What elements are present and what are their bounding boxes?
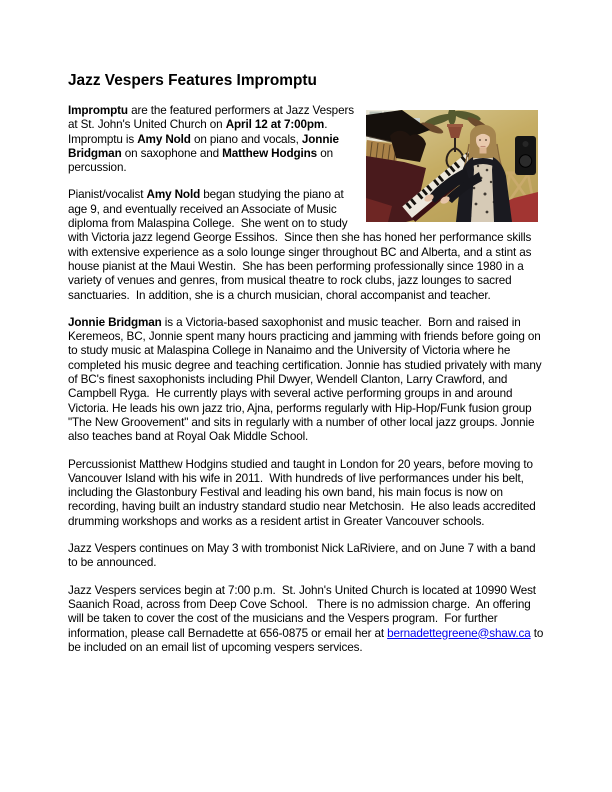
body-text: Jazz Vespers continues on May 3 with trombonist Nick LaRiviere, and on June 7 with a band to be announced. xyxy=(68,542,539,570)
paragraph xyxy=(68,584,545,655)
bold-text: Impromptu xyxy=(68,104,128,117)
performer-photo xyxy=(366,110,538,222)
bold-text: April 12 at 7:00pm xyxy=(225,118,325,132)
email-link[interactable]: bernadettegreene@shaw.ca xyxy=(387,626,531,640)
photo-illustration xyxy=(366,110,538,222)
body-text: began studying the piano at age 9, and eventually received an Associate of Music diploma from Malaspina College. She went on to study with Victoria jazz legend George Essihos. Since then she has honed her performance skills with extensive experience as a solo lounge singer throughout BC and Alberta, and a stint as house pianist at the Maui Westin. She has been performing professionally since 1980 in a variety of venues and genres, from musical theatre to rock clubs, jazz lounges to sacred sanctuaries. In addition, she is a church musician, choral accompanist and teacher. xyxy=(68,188,535,302)
bold-text: Amy Nold xyxy=(137,132,191,146)
bold-text: Amy Nold xyxy=(146,188,201,202)
paragraph xyxy=(68,542,545,571)
body-text: are the featured performers at Jazz Vespers at St. John's United Church on xyxy=(68,104,358,132)
paragraph xyxy=(68,316,545,445)
body-text: Jazz Vespers services begin at 7:00 p.m. St. John's United Church is located at 10990 West Saanich Road, across from Deep Cove School. There is no admission charge. An offering will be taken to cover the cost of the musicians and the Vespers program. For further information, please call Bernadette at 656-0875 or email her at xyxy=(68,583,540,640)
bold-text: Matthew Hodgins xyxy=(222,146,318,160)
body-text: is a Victoria-based saxophonist and music teacher. Born and raised in Keremeos, BC, Jonnie spent many hours practicing and jamming with friends before going on to study music at Malaspina College in Nanaimo and the University of Victoria where he completed his music degree and teaching certification. Jonnie has studied privately with many of BC's finest saxophonists including Phil Dwyer, Wendell Clanton, Larry Crawford, and Campbell Ryga. He currently plays with several active performing groups in and around Victoria. He leads his own jazz trio, Ajna, performs regularly with Hip-Hop/Funk fusion group "The New Groovement" and sits in regularly with a number of other local jazz groups. Jonnie also teaches band at Royal Oak Middle School. xyxy=(68,315,545,444)
page-title: Jazz Vespers Features Impromptu xyxy=(68,72,317,89)
speaker xyxy=(515,136,536,175)
bold-text: Jonnie Bridgman xyxy=(68,132,342,160)
body-text: Pianist/vocalist xyxy=(68,188,147,202)
body-text: on percussion. xyxy=(68,146,337,175)
paragraph xyxy=(68,458,545,529)
body-text: on saxophone and xyxy=(121,146,223,160)
body-text: to be included on an email list of upcoming vespers services. xyxy=(68,626,547,654)
body-text: . Impromptu is xyxy=(68,118,334,146)
body-text: on piano and vocals, xyxy=(190,132,302,146)
bold-text: Jonnie Bridgman xyxy=(68,315,162,329)
body-text: Percussionist Matthew Hodgins studied and taught in London for 20 years, before moving to Vancouver Island with his wife in 2011. With hundreds of live performances under his belt, including the Glastonbury Festival and leading his own band, his main focus is now on recording, having built an industry standard studio near Metchosin. He also leads accredited drumming workshops and works as a resident artist in Greater Vancouver schools. xyxy=(68,457,539,528)
